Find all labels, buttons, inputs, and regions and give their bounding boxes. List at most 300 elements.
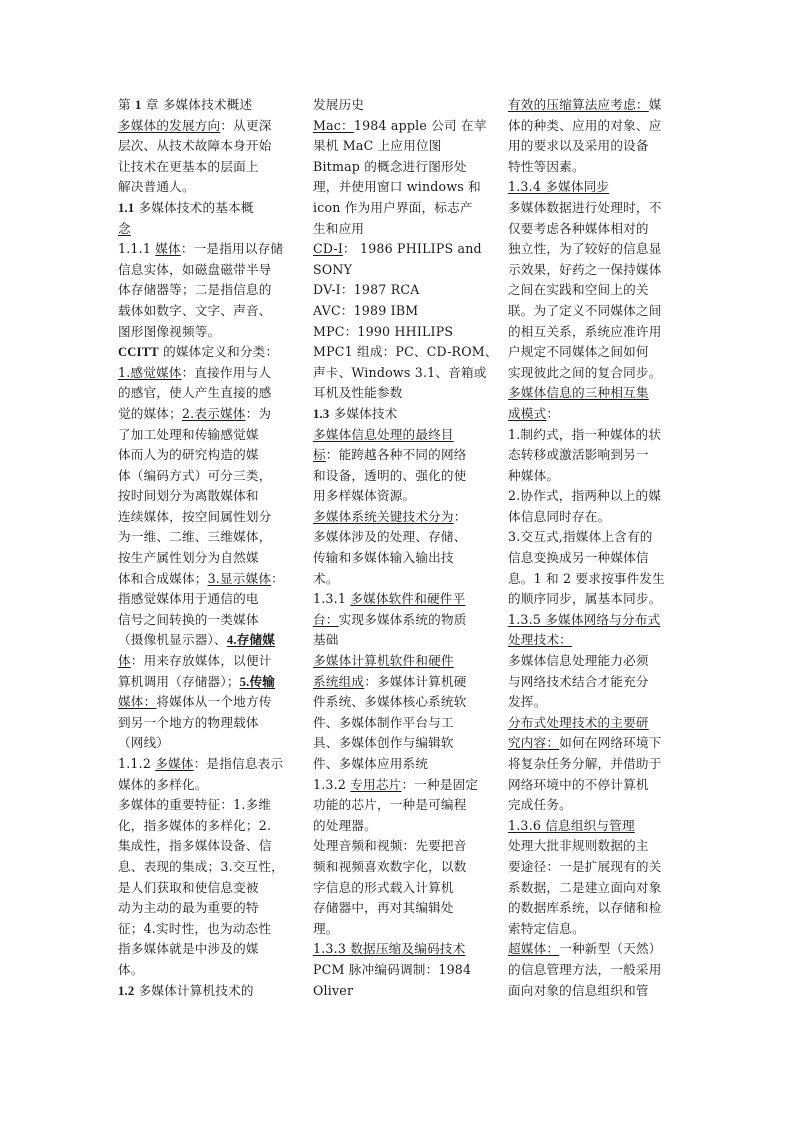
text-line	[313, 692, 493, 713]
text-line	[313, 239, 493, 260]
text-line	[118, 219, 298, 240]
text-segment: 多媒体技术	[329, 405, 398, 421]
text-segment: 的感官，使人产生直接的感	[118, 385, 272, 401]
text-segment: 觉的媒体；	[118, 405, 182, 421]
text-line	[508, 816, 688, 837]
text-line	[508, 672, 688, 693]
text-line	[118, 569, 298, 590]
text-line	[118, 363, 298, 384]
text-line	[508, 878, 688, 899]
text-segment: 与网络技术结合才能充分	[508, 673, 649, 689]
text-line	[118, 404, 298, 425]
column-right	[508, 95, 688, 1001]
text-segment: ：	[453, 508, 467, 524]
text-line	[118, 301, 298, 322]
text-line	[508, 527, 688, 548]
text-line	[508, 651, 688, 672]
text-line	[508, 157, 688, 178]
text-line	[313, 630, 493, 651]
text-segment: 的顺序同步，属基本同步。	[508, 591, 662, 607]
underlined-term: 多媒体计算机软件和硬件	[313, 653, 454, 669]
text-segment: 指多媒体就是中涉及的媒	[118, 941, 259, 957]
text-line	[313, 878, 493, 899]
text-segment: PCM 脉冲编码调制：1984	[313, 961, 472, 977]
text-segment: ： 1986 PHILIPS and	[343, 241, 482, 257]
text-segment: MPC1 组成：PC、CD-ROM、	[313, 344, 498, 360]
text-segment: 理。	[313, 920, 339, 936]
text-segment: AVC：1989 IBM	[313, 302, 419, 318]
text-line	[118, 981, 298, 1002]
underlined-term: 多媒体软件和硬件平	[350, 591, 466, 607]
text-segment: 多媒体涉及的处理、存储、	[313, 529, 467, 545]
text-segment: 用的要求以及采用的设备	[508, 138, 649, 154]
text-line	[313, 569, 493, 590]
text-segment: ：能跨越各种不同的网络	[325, 447, 467, 463]
text-line	[118, 795, 298, 816]
text-segment: 网络环境中的不停计算机	[508, 776, 649, 792]
text-segment: 的相互关系，系统应准许用	[508, 323, 662, 339]
text-segment: 按时间划分为离散媒体和	[118, 488, 259, 504]
text-line	[313, 795, 493, 816]
text-line	[508, 301, 688, 322]
text-segment: 体。	[118, 961, 144, 977]
text-segment: 化，指多媒体的多样化；2.	[118, 817, 272, 833]
text-line	[313, 280, 493, 301]
text-line	[313, 651, 493, 672]
text-line	[118, 754, 298, 775]
text-segment: SONY	[313, 261, 353, 277]
text-line	[313, 363, 493, 384]
text-segment: 件系统、多媒体核心系统软	[313, 694, 467, 710]
text-line	[118, 177, 298, 198]
text-line	[508, 445, 688, 466]
underlined-term: 1.3.3 数据压缩及编码技术	[313, 941, 466, 957]
text-line	[118, 733, 298, 754]
text-line	[313, 816, 493, 837]
text-segment: 信息实体，如磁盘磁带半导	[118, 261, 272, 277]
text-line	[508, 569, 688, 590]
text-line	[508, 630, 688, 651]
text-line	[118, 651, 298, 672]
underlined-term: 究内容：	[508, 735, 560, 751]
text-line	[508, 775, 688, 796]
text-line	[118, 260, 298, 281]
text-segment: 将复杂任务分解，并借助于	[508, 756, 662, 771]
text-line	[508, 610, 688, 631]
underlined-term: 超媒体：	[508, 941, 560, 957]
text-line	[118, 692, 298, 713]
text-segment: 媒	[648, 97, 662, 112]
text-segment: 1.1.2	[118, 756, 156, 771]
text-segment: 指感觉媒体用于通信的电	[118, 591, 259, 607]
text-line	[313, 445, 493, 466]
text-segment: 如何在网络环境下	[559, 735, 662, 751]
text-segment: ：直接作用与人	[181, 364, 272, 380]
text-line	[118, 466, 298, 487]
text-line	[118, 136, 298, 157]
underlined-term: 1.3.6 信息组织与管理	[508, 817, 635, 833]
text-segment: 功能的芯片，一种是可编程	[313, 797, 467, 813]
text-line	[118, 548, 298, 569]
text-line	[118, 775, 298, 796]
text-segment: 特性等因素。	[508, 158, 585, 174]
underlined-term: 3.显示媒体	[207, 570, 272, 586]
text-segment: ：是指信息表示	[193, 756, 284, 771]
text-line	[508, 280, 688, 301]
text-line	[313, 507, 493, 528]
text-line	[508, 836, 688, 857]
text-line	[313, 219, 493, 240]
text-line	[118, 116, 298, 137]
text-line	[313, 857, 493, 878]
text-segment: 果机 MaC 上应用位图	[313, 138, 442, 154]
text-segment: 示效果，好药之一保持媒体	[508, 261, 662, 277]
underlined-term: 1.感觉媒体	[118, 364, 182, 380]
text-segment: MPC：1990 HHILIPS	[313, 323, 454, 339]
underlined-term: 4.存储媒	[226, 633, 276, 648]
bold-heading-number: 1	[135, 98, 142, 112]
text-line	[313, 754, 493, 775]
text-line	[118, 610, 298, 631]
text-line	[313, 322, 493, 343]
text-line	[118, 239, 298, 260]
text-line	[508, 116, 688, 137]
text-line	[118, 672, 298, 693]
text-line	[118, 836, 298, 857]
text-segment: 件、多媒体制作平台与工	[313, 714, 454, 730]
text-segment: 发展历史	[313, 97, 365, 112]
text-line	[313, 898, 493, 919]
text-line	[508, 342, 688, 363]
underlined-term: CD-I	[313, 241, 343, 257]
text-segment: Bitmap 的概念进行图形处	[313, 158, 467, 174]
text-segment: 动为主动的最为重要的特	[118, 900, 259, 916]
text-segment: 独立性，为了较好的信息显	[508, 241, 662, 257]
text-line	[118, 527, 298, 548]
text-segment: ：多媒体计算机硬	[364, 673, 467, 689]
text-line	[508, 692, 688, 713]
text-line	[313, 733, 493, 754]
text-segment: 的媒体定义和分类：	[158, 344, 279, 360]
text-line	[508, 322, 688, 343]
underlined-term: 1.3.4 多媒体同步	[508, 179, 610, 195]
text-segment: 要途径：一是扩展现有的关	[508, 858, 662, 874]
column-left	[118, 95, 298, 1001]
text-line	[313, 260, 493, 281]
text-segment: 存储器中，再对其编辑处	[313, 900, 454, 916]
underlined-term: 有效的压缩算法应考虑：	[508, 97, 649, 112]
text-line	[508, 713, 688, 734]
underlined-term: 念	[118, 220, 131, 236]
text-segment: 体而人为的研究构造的媒	[118, 447, 259, 463]
text-segment: 1984 apple 公司 在苹	[353, 117, 487, 133]
text-line	[508, 486, 688, 507]
text-segment: 体（编码方式）可分三类，	[118, 467, 272, 483]
text-segment: 按生产属性划分为自然媒	[118, 550, 259, 566]
text-segment: 件、多媒体应用系统	[313, 756, 429, 771]
text-segment: 传输和多媒体输入输出技	[313, 550, 454, 566]
text-segment: 生和应用	[313, 220, 365, 236]
text-segment: 连续媒体，按空间属性划分	[118, 508, 272, 524]
text-line	[508, 939, 688, 960]
text-segment: 将媒体从一个地方传	[156, 694, 272, 710]
text-line	[313, 301, 493, 322]
text-segment: 的处理器。	[313, 817, 377, 833]
text-segment: 实现多媒体系统的物质	[338, 611, 467, 627]
text-segment: 种媒体。	[508, 467, 560, 483]
underlined-term: Mac：	[313, 117, 354, 133]
text-line	[313, 775, 493, 796]
text-line	[313, 960, 493, 981]
text-line	[313, 527, 493, 548]
text-segment: 实现彼此之间的复合同步。	[508, 364, 662, 380]
text-line	[508, 960, 688, 981]
text-line	[508, 795, 688, 816]
text-segment: 征；4.实时性，也为动态性	[118, 920, 272, 936]
underlined-term: 分布式处理技术的主要研	[508, 714, 649, 730]
text-line	[118, 713, 298, 734]
text-line	[508, 404, 688, 425]
text-line	[313, 466, 493, 487]
text-line	[508, 95, 688, 116]
text-segment: 让技术在更基本的层面上	[118, 158, 259, 174]
text-line	[508, 898, 688, 919]
underlined-term: 1.3.5 多媒体网络与分布式	[508, 611, 661, 627]
text-line	[313, 404, 493, 425]
text-segment: 算机调用（存储器）；	[118, 673, 240, 689]
text-segment: 图形图像视频等。	[118, 323, 221, 339]
text-segment: DV-I：1987 RCA	[313, 282, 420, 298]
text-segment: 多媒体信息处理能力必须	[508, 653, 649, 669]
text-line	[118, 157, 298, 178]
text-segment: 集成性，指多媒体设备、信	[118, 838, 272, 854]
text-segment: 体信息同时存在。	[508, 508, 611, 524]
text-segment: 态转移或激活影响到另一	[508, 447, 649, 463]
text-line	[508, 260, 688, 281]
text-segment: 息、表现的集成；3.交互性，	[118, 858, 284, 874]
text-segment: 多媒体计算机技术的	[134, 982, 254, 998]
text-line	[313, 136, 493, 157]
text-line	[508, 466, 688, 487]
text-line	[118, 425, 298, 446]
text-line	[118, 198, 298, 219]
text-segment: 3.交互式,指媒体上含有的	[508, 529, 653, 545]
text-line	[313, 939, 493, 960]
text-line	[313, 177, 493, 198]
text-line	[508, 219, 688, 240]
text-segment: ：用来存放媒体，以便计	[130, 653, 272, 669]
text-line	[313, 610, 493, 631]
text-line	[508, 383, 688, 404]
text-line	[313, 116, 493, 137]
text-line	[313, 713, 493, 734]
text-segment: 具、多媒体创作与编辑软	[313, 735, 454, 751]
text-line	[508, 507, 688, 528]
text-line	[508, 136, 688, 157]
text-segment: Oliver	[313, 982, 354, 998]
text-segment: 载体如数字、文字、声音、	[118, 302, 272, 318]
text-segment: ：	[546, 405, 560, 421]
text-line	[118, 486, 298, 507]
text-line	[313, 672, 493, 693]
text-segment: （摄像机显示器）、	[118, 632, 227, 648]
text-segment: 解决普通人。	[118, 179, 195, 195]
text-line	[118, 857, 298, 878]
text-segment: 处理音频和视频：先要把音	[313, 838, 467, 854]
text-line	[313, 95, 493, 116]
text-segment: 1.3.1	[313, 591, 351, 607]
text-segment: 体的种类、应用的对象、应	[508, 117, 662, 133]
underlined-term: 多媒体信息的三种相互集	[508, 385, 649, 401]
text-segment: ：一是指用以存储	[180, 241, 284, 257]
text-segment: ：从更深	[220, 117, 272, 133]
text-line	[313, 836, 493, 857]
text-line	[313, 919, 493, 940]
text-line	[508, 857, 688, 878]
underlined-term: 专用芯片	[350, 776, 402, 792]
text-line	[508, 733, 688, 754]
text-segment: 为一维、二维、三维媒体，	[118, 529, 272, 545]
text-line	[118, 898, 298, 919]
text-line	[313, 589, 493, 610]
underlined-term: 媒体	[155, 241, 181, 257]
text-segment: 信息变换成另一种媒体信	[508, 550, 649, 566]
text-segment: 之间在实践和空间上的关	[508, 282, 649, 298]
text-segment: 了加工处理和传输感觉媒	[118, 426, 259, 442]
bold-heading-number: 1.1	[118, 200, 135, 215]
text-line	[118, 919, 298, 940]
text-segment: icon 作为用户界面，标志产	[313, 199, 473, 215]
text-segment: 基础	[313, 632, 339, 648]
underlined-term: 体	[118, 653, 131, 669]
text-segment: 联。为了定义不同媒体之间	[508, 302, 662, 318]
text-segment: 用多样媒体资源。	[313, 488, 416, 504]
text-segment: 声卡、Windows 3.1、音箱或	[313, 364, 487, 380]
text-line	[313, 486, 493, 507]
text-segment: 1.3.2	[313, 776, 351, 792]
text-line	[118, 507, 298, 528]
underlined-term: 标	[313, 447, 326, 463]
text-line	[508, 425, 688, 446]
text-segment: 第	[118, 97, 135, 112]
text-line	[118, 960, 298, 981]
underlined-term: 多媒体信息处理的最终目	[313, 426, 454, 442]
underlined-term: 成模式	[508, 405, 547, 421]
text-line	[118, 878, 298, 899]
text-segment: 和设备，透明的、强化的使	[313, 467, 467, 483]
text-line	[508, 981, 688, 1002]
text-segment: 发挥。	[508, 694, 547, 710]
text-line	[118, 322, 298, 343]
text-segment: 体存储器等；二是指信息的	[118, 282, 272, 298]
text-segment: 完成任务。	[508, 797, 572, 813]
bold-heading-number: 1.3	[313, 406, 330, 421]
text-segment: 到另一个地方的物理载体	[118, 714, 259, 730]
text-segment: 是人们获取和使信息变被	[118, 879, 259, 895]
text-line	[118, 816, 298, 837]
text-segment: 处理大批非规则数据的主	[508, 838, 649, 854]
column-middle	[313, 95, 498, 1001]
text-line	[508, 239, 688, 260]
text-segment: 仅要考虑各种媒体相对的	[508, 220, 649, 236]
text-segment: 层次、从技术故障本身开始	[118, 138, 272, 154]
text-line	[118, 383, 298, 404]
text-line	[313, 425, 493, 446]
text-line	[118, 589, 298, 610]
text-segment: 术。	[313, 570, 339, 586]
text-segment: ：	[271, 570, 284, 586]
text-line	[508, 198, 688, 219]
text-segment: 多媒体技术的基本概	[134, 199, 254, 215]
text-segment: 媒体的多样化。	[118, 776, 208, 792]
text-line	[313, 383, 493, 404]
text-line	[508, 177, 688, 198]
text-segment: 一种新型（天然）	[559, 941, 662, 957]
text-segment: 的数据库系统，以存储和检	[508, 900, 662, 916]
text-line	[508, 919, 688, 940]
text-segment: 频和视频喜欢数字化，以数	[313, 858, 467, 874]
text-line	[118, 342, 298, 363]
text-line	[508, 548, 688, 569]
text-line	[313, 157, 493, 178]
text-segment: 系数据，二是建立面向对象	[508, 879, 662, 895]
text-segment: 章 多媒体技术概述	[141, 97, 253, 112]
underlined-term: 台：	[313, 611, 339, 627]
underlined-term: 媒体：	[118, 694, 157, 710]
underlined-term: 系统组成	[313, 673, 365, 689]
underlined-term: 5.传输	[239, 674, 276, 689]
text-line	[313, 981, 493, 1002]
underlined-term: 多媒体系统关键技术分为	[313, 508, 454, 524]
text-segment: 1.制约式，指一种媒体的状	[508, 426, 662, 442]
text-segment: ：为	[245, 405, 272, 421]
text-segment: 信号之间转换的一类媒体	[118, 611, 259, 627]
bold-heading-number: 1.2	[118, 983, 135, 998]
underlined-term: 多媒体	[155, 756, 194, 771]
text-line	[313, 548, 493, 569]
underlined-term: 处理技术：	[508, 632, 572, 648]
underlined-term: 2.表示媒体	[181, 405, 246, 421]
underlined-term: 多媒体的发展方向	[118, 117, 221, 133]
text-segment: （网线）	[118, 735, 170, 751]
text-segment: ：一种是固定	[401, 776, 479, 792]
text-segment: 字信息的形式载入计算机	[313, 879, 454, 895]
text-segment: 2.协作式，指两种以上的媒	[508, 488, 662, 504]
text-segment: 面向对象的信息组织和管	[508, 982, 649, 998]
text-segment: 理，并使用窗口 windows 和	[313, 179, 481, 195]
text-line	[118, 95, 298, 116]
text-line	[118, 630, 298, 651]
text-line	[118, 280, 298, 301]
text-line	[118, 939, 298, 960]
text-line	[313, 198, 493, 219]
text-segment: 的信息管理方法，一般采用	[508, 961, 662, 977]
text-segment: 1.1.1	[118, 241, 156, 257]
text-segment: 多媒体的重要特征：1.多维	[118, 797, 272, 813]
text-segment: 多媒体数据进行处理时，不	[508, 199, 662, 215]
text-segment: 息。1 和 2 要求按事件发生	[508, 570, 665, 586]
text-line	[508, 363, 688, 384]
text-segment: 索特定信息。	[508, 920, 585, 936]
text-line	[118, 445, 298, 466]
text-segment: 耳机及性能参数	[313, 385, 403, 401]
text-line	[508, 754, 688, 775]
text-line	[508, 589, 688, 610]
text-segment: 体和合成媒体；	[118, 570, 208, 586]
bold-heading-number: CCITT	[118, 345, 159, 360]
text-segment: 户规定不同媒体之间如何	[508, 344, 649, 360]
text-line	[313, 342, 498, 363]
